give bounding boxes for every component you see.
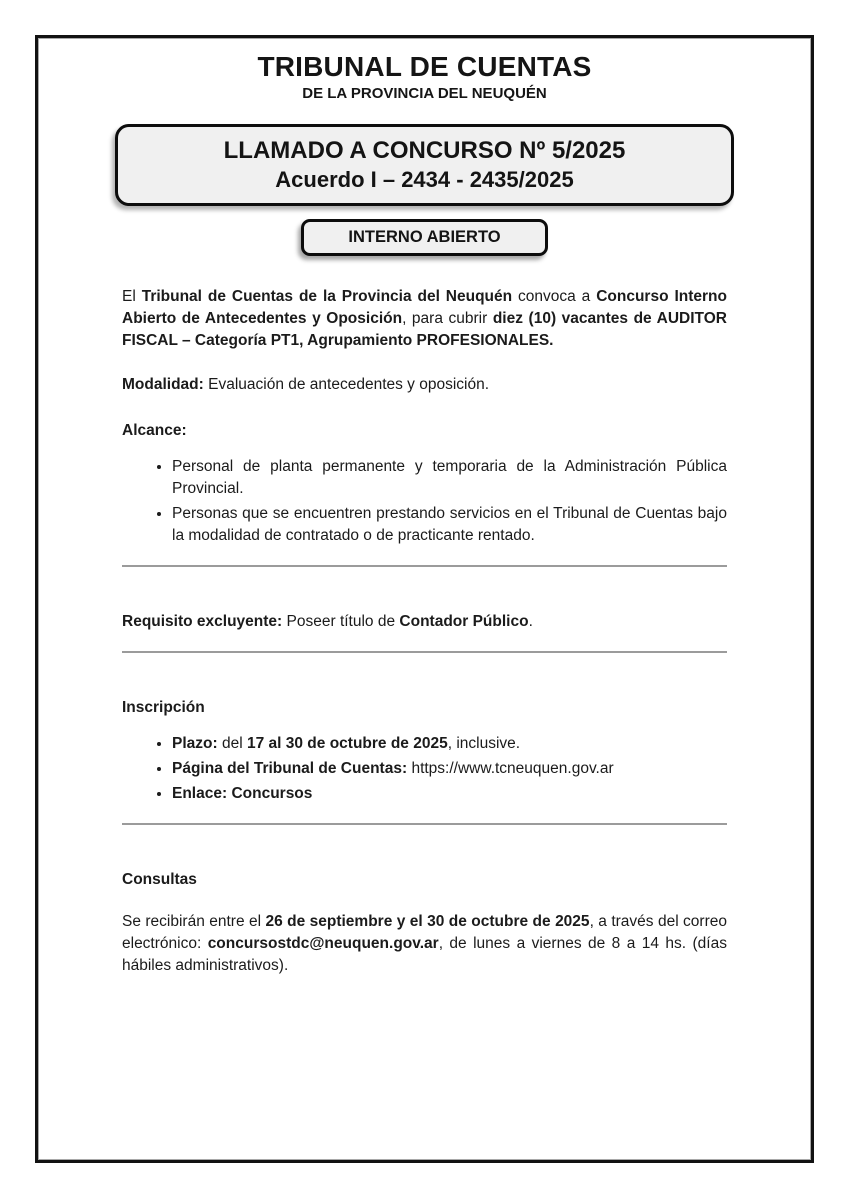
- alcance-list: [122, 456, 727, 547]
- inscripcion-item-enlace: • Enlace: Concursos: [172, 783, 727, 805]
- modalidad-line: Modalidad: Evaluación de antecedentes y oposición.: [122, 375, 490, 393]
- document-title: TRIBUNAL DE CUENTAS: [257, 51, 592, 82]
- consultas-paragraph: Se recibirán entre el 26 de septiembre y el 30 de octubre de 2025, a través del correo electrónico: concursostdc@neuquen.gov.ar, de lunes a viernes de 8 a 14 hs. (días hábiles administrativos).: [122, 912, 727, 974]
- inscripcion-list: [122, 733, 727, 805]
- alcance-heading: Alcance:: [122, 421, 187, 439]
- inscripcion-item-plazo: • Plazo: del 17 al 30 de octubre de 2025, inclusive.: [172, 733, 727, 755]
- banner-title: LLAMADO A CONCURSO Nº 5/2025: [223, 137, 626, 164]
- consultas-heading: Consultas: [122, 870, 197, 888]
- alcance-item-personal: • Personal de planta permanente y temporaria de la Administración Pública Provincial.: [172, 456, 727, 500]
- requisito-line: Requisito excluyente: Poseer título de Contador Público.: [122, 612, 533, 630]
- interno-abierto-badge: INTERNO ABIERTO: [301, 219, 547, 256]
- section-divider: [122, 823, 727, 825]
- page-border-frame: [35, 35, 814, 1163]
- inscripcion-item-pagina: • Página del Tribunal de Cuentas: https://www.tcneuquen.gov.ar: [172, 758, 727, 780]
- banner-acuerdo: Acuerdo I – 2434 - 2435/2025: [275, 167, 574, 193]
- document-body: [122, 286, 727, 977]
- intro-paragraph: El Tribunal de Cuentas de la Provincia del Neuquén convoca a Concurso Interno Abierto de Antecedentes y Oposición, para cubrir diez (10) vacantes de AUDITOR FISCAL – Categoría PT1, Agrupamiento PROFESIONALES.: [122, 287, 727, 349]
- section-divider: [122, 565, 727, 567]
- document-subtitle: DE LA PROVINCIA DEL NEUQUÉN: [302, 85, 547, 102]
- concurso-banner: [115, 124, 734, 206]
- alcance-item-personas: • Personas que se encuentren prestando servicios en el Tribunal de Cuentas bajo la modalidad de contratado o de practicante rentado.: [172, 503, 727, 547]
- inscripcion-heading: Inscripción: [122, 698, 205, 716]
- section-divider: [122, 651, 727, 653]
